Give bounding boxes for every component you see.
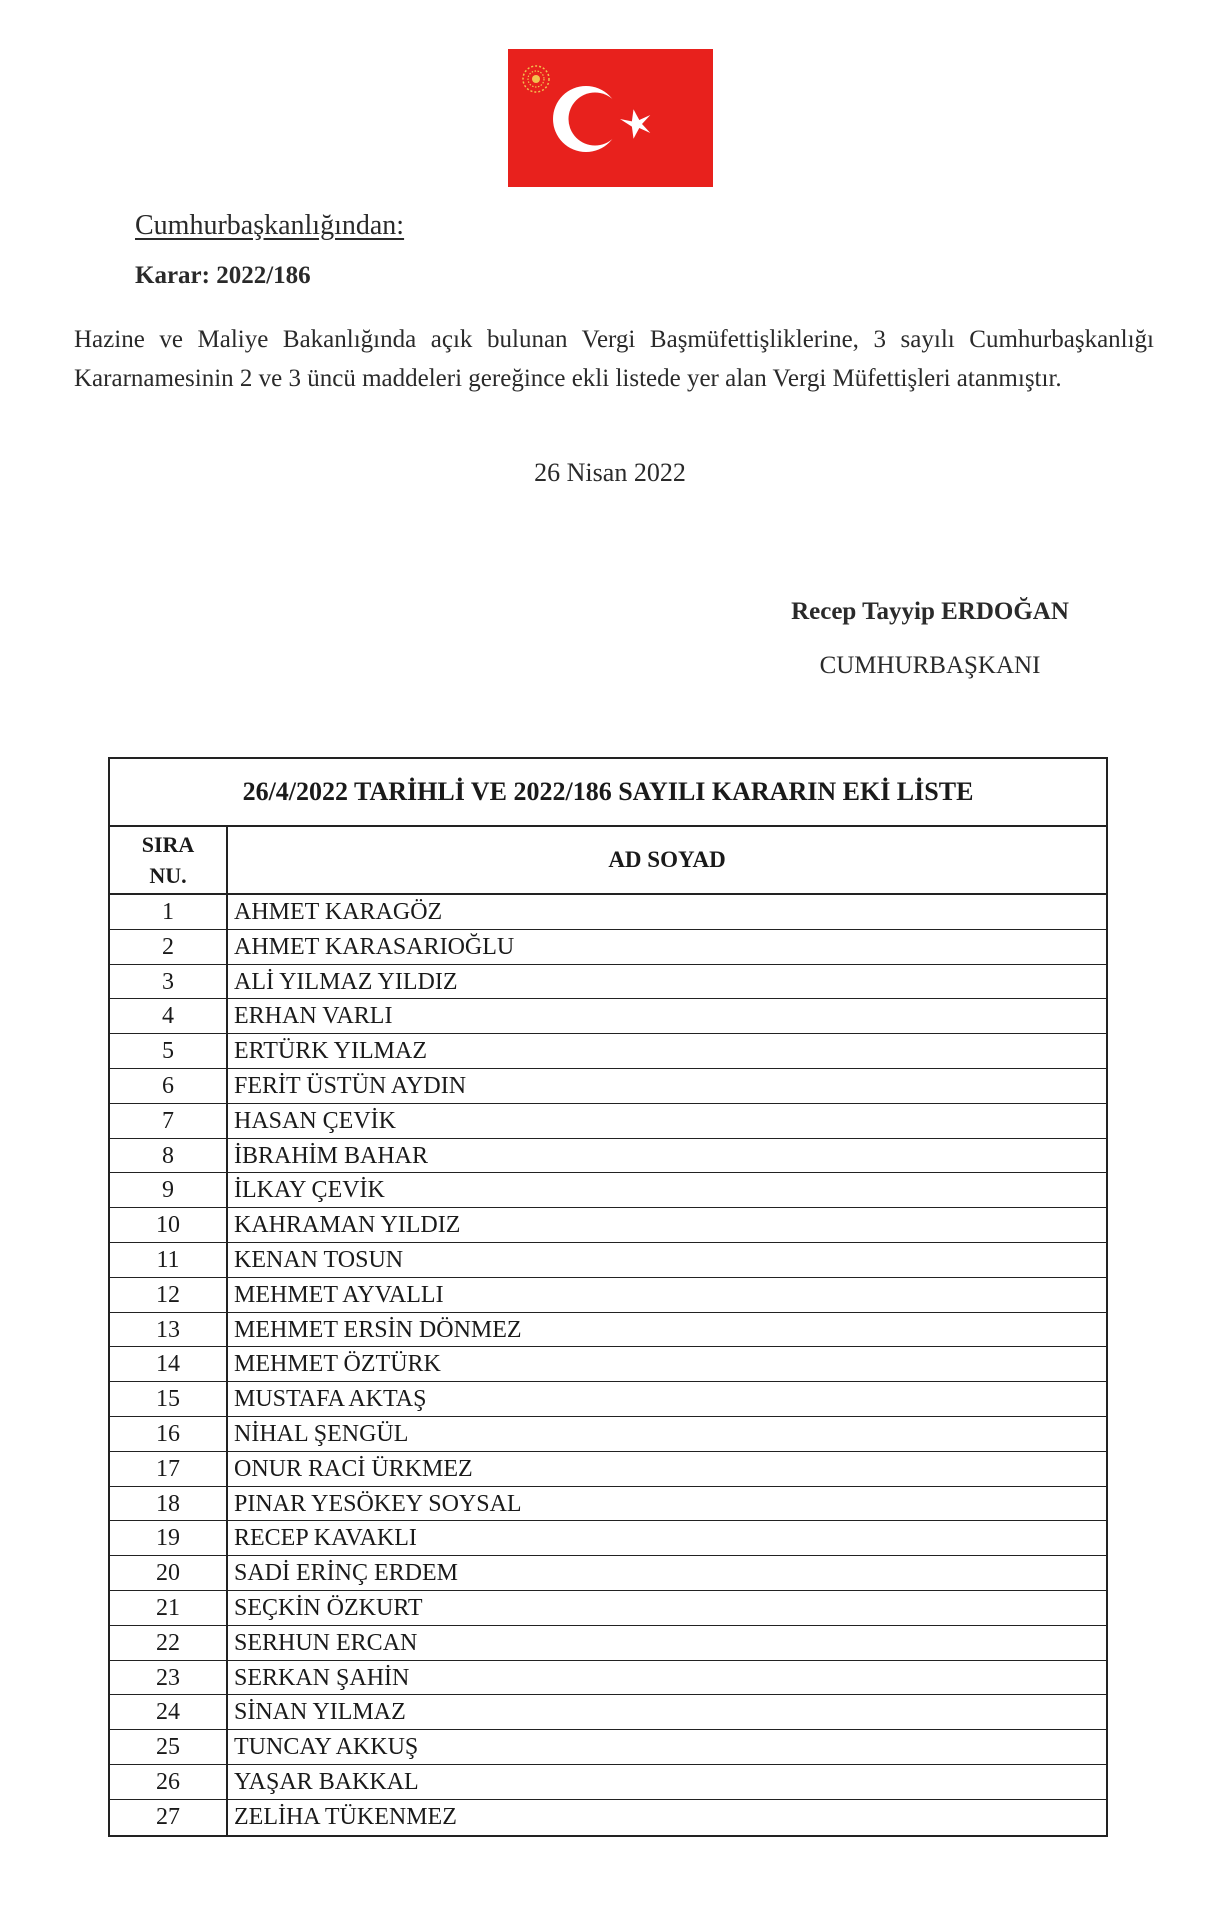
row-full-name: SERHUN ERCAN: [234, 1629, 418, 1656]
row-full-name: ERHAN VARLI: [234, 1003, 393, 1030]
row-number: 17: [110, 1452, 228, 1486]
row-number: 18: [110, 1487, 228, 1521]
table-row: [110, 999, 1106, 1034]
issuing-authority: Cumhurbaşkanlığından:: [135, 210, 405, 241]
table-row: [110, 1243, 1106, 1278]
row-full-name: MEHMET AYVALLI: [234, 1281, 444, 1308]
row-number: 24: [110, 1695, 228, 1729]
table-row: [110, 1591, 1106, 1626]
column-header-name: AD SOYAD: [608, 847, 726, 872]
table-row: [110, 1034, 1106, 1069]
row-full-name: ONUR RACİ ÜRKMEZ: [234, 1455, 473, 1482]
row-full-name: SEÇKİN ÖZKURT: [234, 1594, 423, 1621]
row-full-name: RECEP KAVAKLI: [234, 1525, 417, 1552]
table-row: [110, 1800, 1106, 1835]
row-full-name: AHMET KARASARIOĞLU: [234, 933, 515, 960]
row-number: 1: [110, 895, 228, 929]
row-full-name: PINAR YESÖKEY SOYSAL: [234, 1490, 522, 1517]
row-full-name: ZELİHA TÜKENMEZ: [234, 1803, 457, 1830]
table-row: [110, 1417, 1106, 1452]
row-number: 4: [110, 999, 228, 1033]
row-number: 19: [110, 1521, 228, 1555]
row-full-name: KENAN TOSUN: [234, 1246, 404, 1273]
row-number: 10: [110, 1208, 228, 1242]
table-row: [110, 1208, 1106, 1243]
table-row: [110, 1556, 1106, 1591]
table-row: [110, 1695, 1106, 1730]
row-number: 25: [110, 1730, 228, 1764]
row-full-name: MEHMET ERSİN DÖNMEZ: [234, 1316, 522, 1343]
row-full-name: YAŞAR BAKKAL: [234, 1768, 419, 1795]
decision-body: Hazine ve Maliye Bakanlığında açık bulunan Vergi Başmüfettişliklerine, 3 sayılı Cumhurbaşkanlığı Kararnamesinin 2 ve 3 üncü maddeleri gereğince ekli listede yer alan Vergi Müfettişleri atanmıştır.: [74, 326, 1154, 392]
row-full-name: TUNCAY AKKUŞ: [234, 1734, 419, 1761]
row-number: 3: [110, 965, 228, 999]
row-full-name: KAHRAMAN YILDIZ: [234, 1212, 461, 1239]
signer-title: CUMHURBAŞKANI: [819, 652, 1041, 679]
table-row: [110, 1765, 1106, 1800]
table-row: [110, 1626, 1106, 1661]
row-number: 8: [110, 1139, 228, 1173]
signer-name: Recep Tayyip ERDOĞAN: [791, 598, 1069, 625]
row-full-name: SERKAN ŞAHİN: [234, 1664, 410, 1691]
row-number: 5: [110, 1034, 228, 1068]
row-number: 27: [110, 1800, 228, 1835]
row-number: 21: [110, 1591, 228, 1625]
row-full-name: ALİ YILMAZ YILDIZ: [234, 968, 458, 995]
presidential-seal-icon: [523, 66, 549, 92]
table-row: [110, 1173, 1106, 1208]
table-row: [110, 1104, 1106, 1139]
table-row: [110, 965, 1106, 1000]
row-full-name: HASAN ÇEVİK: [234, 1107, 396, 1134]
row-full-name: SİNAN YILMAZ: [234, 1699, 406, 1726]
column-header-number-line2: NU.: [149, 863, 187, 888]
row-number: 26: [110, 1765, 228, 1799]
table-row: [110, 1661, 1106, 1696]
row-full-name: AHMET KARAGÖZ: [234, 899, 443, 925]
table-row: [110, 1278, 1106, 1313]
turkish-flag-icon: [508, 49, 713, 187]
row-number: 15: [110, 1382, 228, 1416]
row-number: 12: [110, 1278, 228, 1312]
flag-emblem-graphic: [508, 49, 713, 187]
decision-date: 26 Nisan 2022: [534, 458, 686, 487]
row-number: 9: [110, 1173, 228, 1207]
table-row: [110, 930, 1106, 965]
annex-title: 26/4/2022 TARİHLİ VE 2022/186 SAYILI KARARIN EKİ LİSTE: [110, 759, 1106, 827]
table-row: [110, 1347, 1106, 1382]
row-number: 13: [110, 1313, 228, 1347]
star-icon: [620, 109, 650, 138]
table-row: [110, 1730, 1106, 1765]
table-row: [110, 1487, 1106, 1522]
row-number: 16: [110, 1417, 228, 1451]
row-number: 2: [110, 930, 228, 964]
table-row: [110, 1452, 1106, 1487]
row-full-name: NİHAL ŞENGÜL: [234, 1420, 409, 1447]
row-number: 23: [110, 1661, 228, 1695]
table-body: [110, 895, 1106, 1835]
row-number: 22: [110, 1626, 228, 1660]
table-row: [110, 1313, 1106, 1348]
row-number: 7: [110, 1104, 228, 1138]
annex-table: [108, 757, 1108, 1837]
crescent-icon: [553, 86, 622, 152]
table-row: [110, 1069, 1106, 1104]
row-full-name: İLKAY ÇEVİK: [234, 1177, 385, 1204]
row-full-name: ERTÜRK YILMAZ: [234, 1038, 427, 1065]
row-full-name: MEHMET ÖZTÜRK: [234, 1351, 441, 1378]
table-row: [110, 1521, 1106, 1556]
row-number: 14: [110, 1347, 228, 1381]
table-row: [110, 1382, 1106, 1417]
row-full-name: SADİ ERİNÇ ERDEM: [234, 1560, 459, 1587]
row-full-name: MUSTAFA AKTAŞ: [234, 1386, 427, 1413]
decision-number: Karar: 2022/186: [135, 262, 311, 289]
row-number: 6: [110, 1069, 228, 1103]
column-header-number: [110, 827, 228, 893]
row-full-name: FERİT ÜSTÜN AYDIN: [234, 1072, 467, 1099]
table-header-row: [110, 827, 1106, 895]
table-row: [110, 895, 1106, 930]
column-header-number-line1: SIRA: [141, 832, 195, 857]
row-number: 20: [110, 1556, 228, 1590]
row-full-name: İBRAHİM BAHAR: [234, 1142, 429, 1169]
table-row: [110, 1139, 1106, 1174]
row-number: 11: [110, 1243, 228, 1277]
